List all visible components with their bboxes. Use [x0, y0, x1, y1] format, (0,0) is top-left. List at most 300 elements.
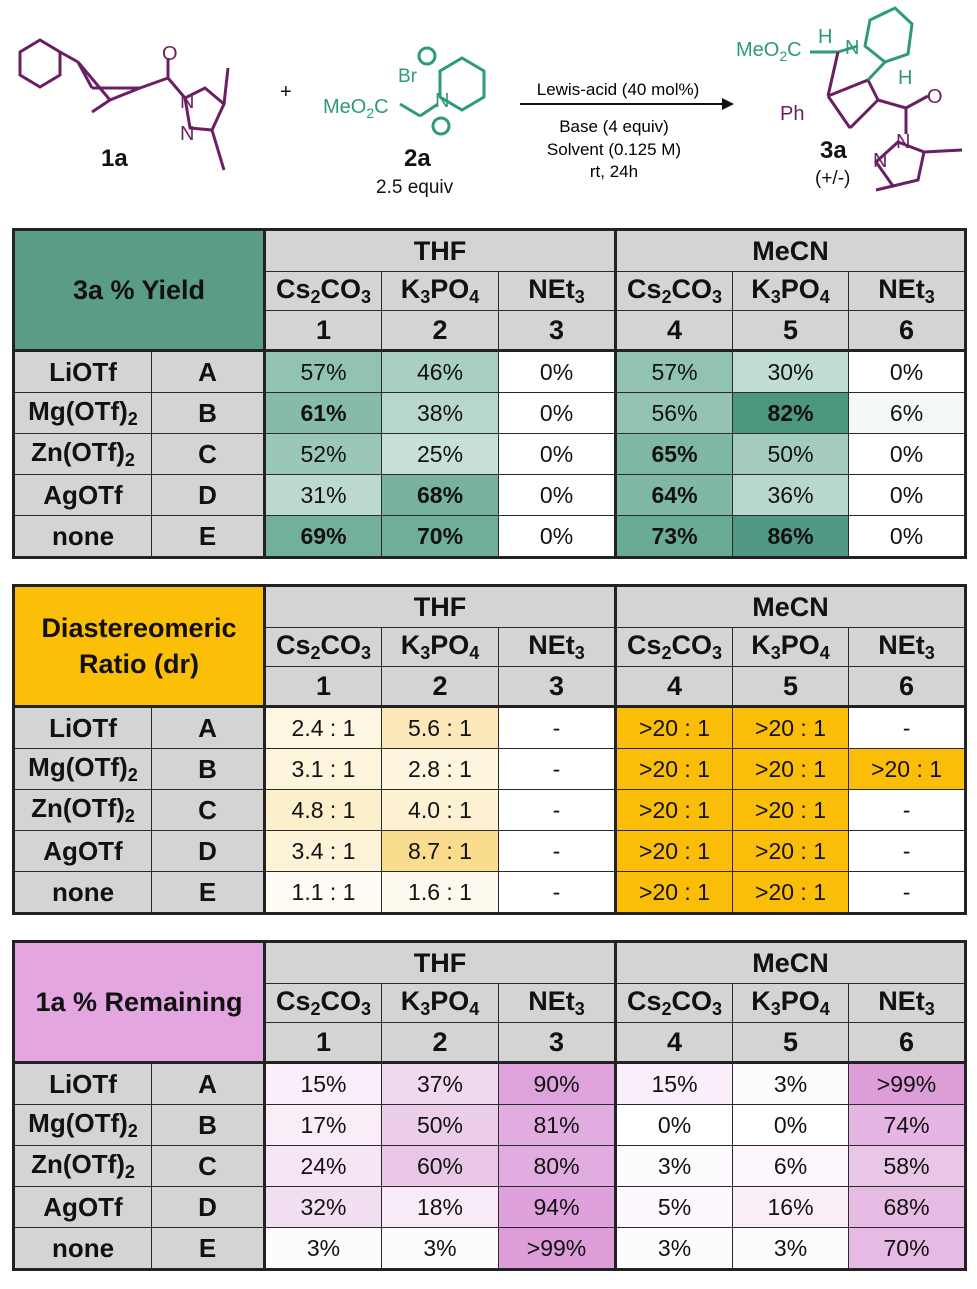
text-fragment: 2 [127, 1121, 138, 1141]
row-letter [152, 475, 265, 516]
table-row [14, 1063, 966, 1105]
text-fragment: 2 [310, 287, 321, 307]
text-fragment: 2 [661, 287, 672, 307]
screening-table [12, 940, 967, 1271]
product-h-label: H [818, 26, 833, 48]
text-fragment: CO [320, 986, 361, 1016]
text-fragment: >20 : 1 [639, 714, 711, 741]
column-number [382, 667, 499, 707]
screening-table [12, 584, 967, 915]
text-fragment: 4 [819, 643, 830, 663]
value-cell [733, 1228, 849, 1270]
atom-n: N [180, 123, 195, 145]
value-cell [499, 1228, 616, 1270]
text-fragment: 3 [361, 287, 372, 307]
reactant-2a-label: 2a [404, 145, 431, 172]
product-ph-label: Ph [780, 103, 805, 125]
value-cell [499, 516, 616, 558]
text-fragment: 2 [124, 1162, 135, 1182]
text-fragment: D [198, 1191, 217, 1222]
text-fragment: 1 [315, 1026, 332, 1057]
row-letter [152, 1063, 265, 1105]
text-fragment: B [198, 753, 217, 784]
base-header [382, 272, 499, 311]
text-fragment: 8.7 : 1 [408, 837, 472, 864]
text-fragment: 15% [651, 1070, 698, 1097]
lewis-acid-name [14, 516, 152, 558]
value-cell [849, 351, 966, 393]
arrow-head [722, 98, 734, 110]
text-fragment: 3 [924, 287, 935, 307]
text-fragment: 82% [767, 399, 814, 426]
text-fragment: AgOTf [43, 479, 123, 510]
column-number [616, 667, 733, 707]
text-fragment: B [198, 1109, 217, 1140]
table-title: 3a % Yield [72, 275, 206, 305]
row-letter [152, 831, 265, 872]
value-cell [849, 434, 966, 475]
table-row [14, 393, 966, 434]
text-fragment: 2.4 : 1 [291, 714, 356, 741]
column-number [733, 1023, 849, 1063]
value-cell [616, 790, 733, 831]
text-fragment: >99% [526, 1234, 587, 1261]
column-number [499, 1023, 616, 1063]
row-letter [152, 872, 265, 914]
value-cell [499, 1146, 616, 1187]
text-fragment: 6 [899, 670, 915, 701]
text-fragment: CO [671, 274, 713, 304]
column-number [382, 1023, 499, 1063]
table-title: Diastereomeric Ratio (dr) [41, 613, 237, 679]
value-cell [382, 1146, 499, 1187]
product-stereo-label: (+/-) [815, 168, 851, 189]
text-fragment: 6 [899, 1026, 915, 1057]
value-cell [733, 1146, 849, 1187]
text-fragment: 3 [549, 314, 565, 345]
value-cell [499, 434, 616, 475]
text-fragment: 3.1 : 1 [291, 755, 356, 782]
value-cell [382, 1228, 499, 1270]
lewis-acid-name [14, 831, 152, 872]
base-header [382, 984, 499, 1023]
column-number [265, 311, 382, 351]
column-number [733, 667, 849, 707]
text-fragment: 58% [883, 1152, 930, 1179]
value-cell [265, 393, 382, 434]
text-fragment: 4.8 : 1 [291, 796, 356, 823]
text-fragment: PO [780, 986, 820, 1016]
value-cell [265, 434, 382, 475]
atom-o: O [162, 43, 178, 65]
value-cell [616, 1187, 733, 1228]
text-fragment: 3 [712, 643, 723, 663]
text-fragment: 0% [889, 358, 924, 385]
text-fragment: 0% [539, 440, 574, 467]
table-title: 1a % Remaining [35, 987, 243, 1017]
table-title-cell [14, 586, 265, 707]
value-cell [849, 516, 966, 558]
table-row [14, 872, 966, 914]
base-header [849, 984, 966, 1023]
text-fragment: Cs [275, 274, 311, 304]
text-fragment: 4.0 : 1 [408, 796, 472, 823]
value-cell [733, 516, 849, 558]
row-letter [152, 1105, 265, 1146]
value-cell [849, 1105, 966, 1146]
value-cell [265, 1228, 382, 1270]
text-fragment: 3 [420, 999, 431, 1019]
value-cell [499, 790, 616, 831]
text-fragment: 2 [661, 643, 672, 663]
row-letter [152, 707, 265, 749]
text-fragment: NEt [878, 630, 925, 660]
text-fragment: 86% [767, 522, 814, 549]
value-cell [616, 1228, 733, 1270]
product-n-label: N [845, 37, 860, 59]
value-cell [265, 872, 382, 914]
text-fragment: 65% [651, 440, 698, 467]
plus-sign: + [280, 81, 292, 103]
text-fragment: 5 [783, 670, 799, 701]
text-fragment: 3 [361, 643, 372, 663]
value-cell [382, 707, 499, 749]
value-cell [499, 393, 616, 434]
text-fragment: 6 [899, 314, 915, 345]
text-fragment: LiOTf [49, 1068, 117, 1099]
text-fragment: >20 : 1 [755, 755, 827, 782]
bromide-text: Br [398, 66, 417, 87]
text-fragment: E [198, 520, 217, 551]
solvent-header-mecn [616, 230, 966, 272]
text-fragment: Cs [627, 630, 662, 660]
text-fragment: - [552, 878, 561, 905]
base-header [733, 272, 849, 311]
text-fragment: CO [671, 986, 713, 1016]
product-n-label: N [873, 150, 888, 172]
text-fragment: 80% [533, 1152, 580, 1179]
solvent-header-mecn [616, 586, 966, 628]
value-cell [265, 749, 382, 790]
text-fragment: 5.6 : 1 [408, 714, 472, 741]
text-fragment: 4 [469, 999, 480, 1019]
value-cell [849, 1228, 966, 1270]
text-fragment: 3.4 : 1 [291, 837, 356, 864]
value-cell [616, 749, 733, 790]
text-fragment: - [902, 878, 911, 905]
lewis-acid-name [14, 872, 152, 914]
text-fragment: 3 [420, 643, 431, 663]
text-fragment: 6% [889, 399, 924, 426]
column-number [265, 1023, 382, 1063]
value-cell [733, 351, 849, 393]
table-row [14, 475, 966, 516]
table-row [14, 1105, 966, 1146]
value-cell [616, 1146, 733, 1187]
row-letter [152, 351, 265, 393]
text-fragment: 74% [883, 1111, 930, 1138]
text-fragment: C [198, 438, 217, 469]
text-fragment: Cs [275, 986, 311, 1016]
base-header [265, 628, 382, 667]
text-fragment: 5 [783, 1026, 799, 1057]
lewis-acid-name [14, 749, 152, 790]
text-fragment: 0% [539, 399, 574, 426]
text-fragment: 3% [657, 1152, 692, 1179]
text-fragment: 36% [767, 481, 814, 508]
value-cell [849, 1146, 966, 1187]
column-number [616, 1023, 733, 1063]
lewis-acid-name [14, 393, 152, 434]
value-cell [499, 1063, 616, 1105]
column-number [849, 311, 966, 351]
lewis-acid-name [14, 351, 152, 393]
row-letter [152, 393, 265, 434]
text-fragment: >20 : 1 [639, 755, 711, 782]
text-fragment: 5 [783, 314, 799, 345]
column-number [616, 311, 733, 351]
value-cell [265, 475, 382, 516]
base-header [616, 984, 733, 1023]
text-fragment: 1.6 : 1 [408, 878, 472, 905]
reagent-ester-text: MeO$_2$C [323, 96, 389, 121]
text-fragment: >99% [876, 1070, 937, 1097]
value-cell [265, 1187, 382, 1228]
text-fragment: K [400, 986, 421, 1016]
text-fragment: >20 : 1 [639, 796, 711, 823]
text-fragment: 3% [657, 1234, 692, 1261]
condition-lewis-acid: Lewis-acid (40 mol%) [536, 80, 700, 99]
value-cell [382, 475, 499, 516]
lewis-acid-name [14, 1105, 152, 1146]
text-fragment: - [552, 714, 561, 741]
text-fragment: 0% [539, 481, 574, 508]
text-fragment: 2 [432, 1026, 448, 1057]
text-fragment: 70% [883, 1234, 930, 1261]
text-fragment: A [198, 1068, 217, 1099]
text-fragment: >20 : 1 [639, 878, 711, 905]
lewis-acid-name [14, 1146, 152, 1187]
text-fragment: PO [430, 986, 470, 1016]
text-fragment: Mg(OTf) [28, 396, 128, 426]
solvent-header-thf [265, 230, 616, 272]
value-cell [733, 749, 849, 790]
value-cell [849, 475, 966, 516]
condition-solvent: Solvent (0.125 M) [546, 140, 682, 159]
table-row [14, 749, 966, 790]
base-header [849, 628, 966, 667]
text-fragment: NEt [528, 630, 575, 660]
text-fragment: CO [320, 274, 362, 304]
value-cell [733, 831, 849, 872]
text-fragment: NEt [528, 986, 575, 1016]
value-cell [849, 749, 966, 790]
value-cell [499, 872, 616, 914]
text-fragment: 1 [316, 314, 332, 345]
text-fragment: 57% [651, 358, 698, 385]
table-row [14, 831, 966, 872]
value-cell [265, 1063, 382, 1105]
text-fragment: 2 [432, 670, 448, 701]
text-fragment: D [198, 835, 217, 866]
value-cell [265, 516, 382, 558]
text-fragment: 37% [416, 1070, 464, 1097]
reaction-scheme [0, 0, 977, 210]
text-fragment: 90% [533, 1070, 580, 1097]
text-fragment: NEt [528, 274, 575, 304]
text-fragment: 30% [767, 358, 814, 385]
text-fragment: 81% [533, 1111, 580, 1138]
value-cell [616, 831, 733, 872]
text-fragment: 68% [883, 1193, 930, 1220]
text-fragment: E [198, 876, 217, 907]
text-fragment: 3 [549, 1026, 565, 1057]
base-header [616, 272, 733, 311]
base-header [265, 272, 382, 311]
value-cell [382, 516, 499, 558]
base-header [733, 984, 849, 1023]
value-cell [616, 475, 733, 516]
text-fragment: 4 [667, 1026, 683, 1057]
text-fragment: 3% [423, 1234, 457, 1261]
column-number [733, 311, 849, 351]
product-n-label: N [896, 131, 911, 153]
table-row [14, 1228, 966, 1270]
value-cell [849, 1063, 966, 1105]
lewis-acid-name [14, 1063, 152, 1105]
text-fragment: 3 [574, 643, 585, 663]
text-fragment: Cs [275, 630, 311, 660]
text-fragment: C [198, 794, 217, 825]
text-fragment: 69% [300, 522, 347, 549]
text-fragment: A [198, 712, 217, 743]
condition-base: Base (4 equiv) [559, 117, 669, 136]
text-fragment: 18% [416, 1193, 464, 1220]
value-cell [733, 1063, 849, 1105]
text-fragment: K [751, 986, 771, 1016]
text-fragment: C [198, 1150, 217, 1181]
value-cell [616, 707, 733, 749]
text-fragment: none [51, 520, 115, 551]
value-cell [382, 1105, 499, 1146]
text-fragment: MeCN [752, 591, 829, 622]
text-fragment: 24% [300, 1152, 347, 1179]
text-fragment: >20 : 1 [755, 796, 827, 823]
text-fragment: 1 [315, 670, 332, 701]
row-letter [152, 749, 265, 790]
table-title-cell [14, 942, 265, 1063]
value-cell [382, 749, 499, 790]
value-cell [616, 872, 733, 914]
value-cell [499, 707, 616, 749]
text-fragment: 15% [300, 1070, 347, 1097]
text-fragment: 46% [416, 358, 464, 385]
text-fragment: 17% [300, 1111, 347, 1138]
solvent-header-row [14, 942, 966, 984]
column-number [265, 667, 382, 707]
reactant-2a-equiv: 2.5 equiv [376, 177, 454, 198]
condition-time: rt, 24h [589, 162, 639, 181]
text-fragment: >20 : 1 [755, 714, 827, 741]
column-number [499, 667, 616, 707]
value-cell [616, 516, 733, 558]
text-fragment: 3 [420, 287, 431, 307]
value-cell [499, 475, 616, 516]
reactant-1a-label: 1a [101, 145, 128, 172]
value-cell [265, 707, 382, 749]
text-fragment: K [400, 630, 421, 660]
text-fragment: 3 [770, 999, 781, 1019]
value-cell [849, 393, 966, 434]
text-fragment: 57% [300, 358, 347, 385]
value-cell [499, 749, 616, 790]
text-fragment: 38% [416, 399, 464, 426]
value-cell [499, 831, 616, 872]
lewis-acid-name [14, 1228, 152, 1270]
text-fragment: K [751, 630, 771, 660]
lewis-acid-name [14, 1187, 152, 1228]
value-cell [616, 393, 733, 434]
text-fragment: 6% [773, 1152, 808, 1179]
text-fragment: A [198, 356, 217, 387]
base-header [499, 272, 616, 311]
text-fragment: 4 [667, 670, 683, 701]
text-fragment: 3% [773, 1070, 808, 1097]
table-row [14, 516, 966, 558]
value-cell [849, 707, 966, 749]
text-fragment: - [902, 837, 911, 864]
text-fragment: 3 [549, 670, 565, 701]
text-fragment: PO [430, 274, 470, 304]
value-cell [265, 790, 382, 831]
text-fragment: E [198, 1232, 217, 1263]
base-header [265, 984, 382, 1023]
text-fragment: Zn(OTf) [31, 1149, 125, 1179]
text-fragment: 16% [767, 1193, 814, 1220]
value-cell [616, 1063, 733, 1105]
text-fragment: CO [671, 630, 713, 660]
table-row [14, 790, 966, 831]
product-h-label: H [898, 67, 913, 89]
lewis-acid-name [14, 475, 152, 516]
column-number [849, 667, 966, 707]
solvent-header-row [14, 230, 966, 272]
base-header [849, 272, 966, 311]
text-fragment: Zn(OTf) [31, 793, 125, 823]
text-fragment: >20 : 1 [871, 755, 943, 782]
text-fragment: 50% [767, 440, 814, 467]
text-fragment: 2 [310, 999, 321, 1019]
text-fragment: 70% [416, 522, 464, 549]
text-fragment: 32% [300, 1193, 347, 1220]
text-fragment: 3% [306, 1234, 341, 1261]
text-fragment: 3 [770, 287, 781, 307]
value-cell [499, 351, 616, 393]
value-cell [733, 475, 849, 516]
text-fragment: >20 : 1 [755, 878, 827, 905]
value-cell [733, 707, 849, 749]
solvent-header-mecn [616, 942, 966, 984]
value-cell [733, 1187, 849, 1228]
text-fragment: Cs [627, 274, 662, 304]
table-row [14, 1146, 966, 1187]
product-o-label: O [927, 86, 943, 108]
text-fragment: 2 [127, 409, 138, 429]
text-fragment: THF [413, 947, 467, 978]
value-cell [382, 831, 499, 872]
column-number [499, 311, 616, 351]
table-title-cell [14, 230, 265, 351]
